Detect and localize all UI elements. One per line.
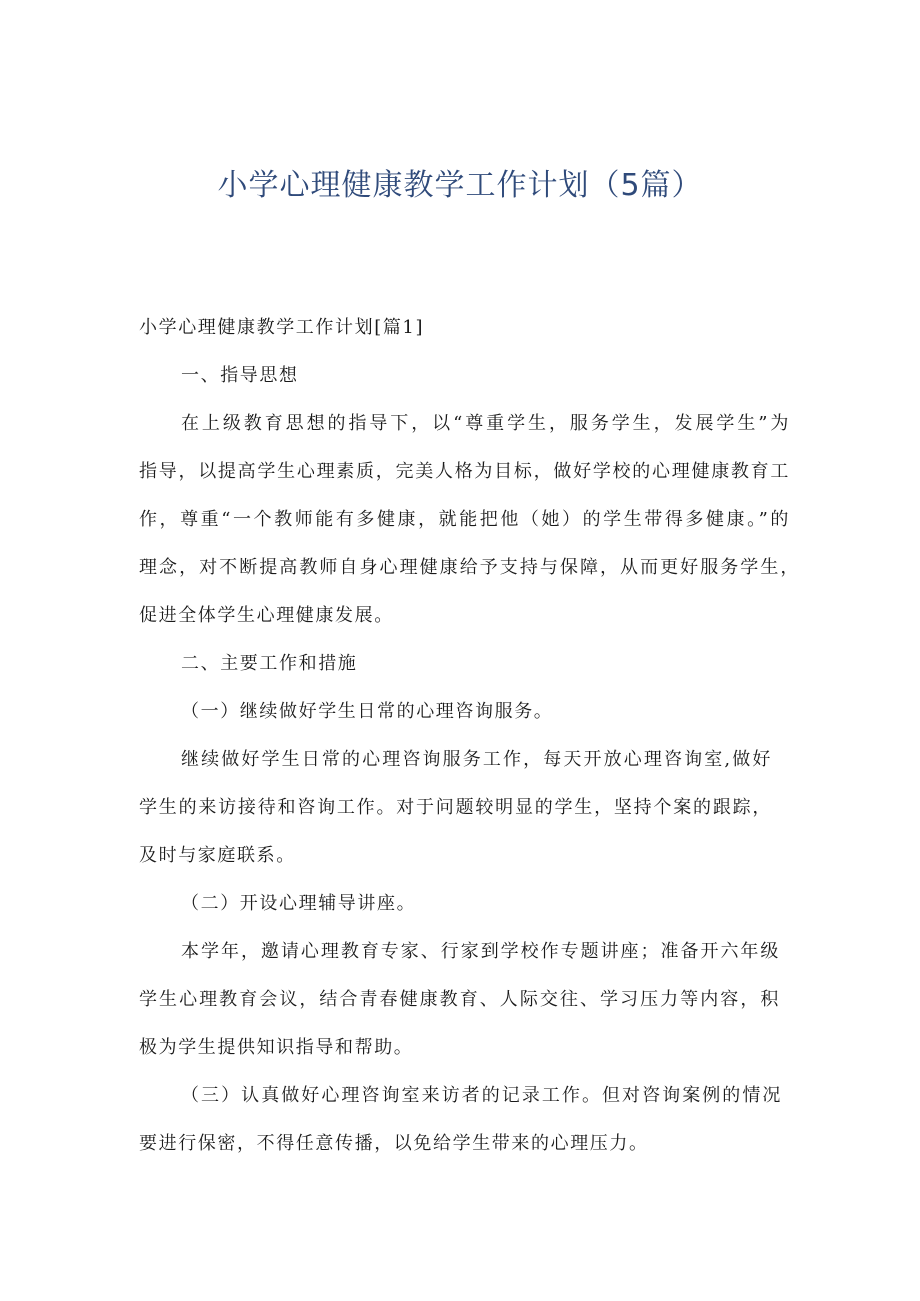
paragraph-line: 作，尊重“一个教师能有多健康，就能把他（她）的学生带得多健康。”的 — [139, 509, 790, 530]
paragraph-line: 要进行保密，不得任意传播，以免给学生带来的心理压力。 — [139, 1133, 649, 1154]
subsection-heading: （一）继续做好学生日常的心理咨询服务。 — [181, 701, 554, 722]
paragraph-line: 促进全体学生心理健康发展。 — [139, 605, 394, 626]
paragraph-line: 及时与家庭联系。 — [139, 845, 296, 866]
paragraph-line: 本学年，邀请心理教育专家、行家到学校作专题讲座；准备开六年级 — [181, 941, 780, 962]
paragraph-line: 在上级教育思想的指导下，以“尊重学生，服务学生，发展学生”为 — [181, 413, 790, 434]
paragraph-line: 指导，以提高学生心理素质，完美人格为目标，做好学校的心理健康教育工 — [139, 461, 790, 482]
section-heading-guiding-ideology: 一、指导思想 — [181, 365, 299, 386]
paragraph-line: 继续做好学生日常的心理咨询服务工作，每天开放心理咨询室,做好 — [181, 749, 772, 770]
paragraph-line: 极为学生提供知识指导和帮助。 — [139, 1037, 414, 1058]
paragraph-line: （三）认真做好心理咨询室来访者的记录工作。但对咨询案例的情况 — [181, 1085, 782, 1106]
document-title: 小学心理健康教学工作计划（5篇） — [217, 168, 703, 203]
paragraph-line: 学生的来访接待和咨询工作。对于问题较明显的学生，坚持个案的跟踪， — [139, 797, 772, 818]
paragraph-line: 学生心理教育会议，结合青春健康教育、人际交往、学习压力等内容，积 — [139, 989, 780, 1010]
paragraph-line: 理念，对不断提高教师自身心理健康给予支持与保障，从而更好服务学生， — [139, 557, 800, 578]
document-subtitle: 小学心理健康教学工作计划[篇1] — [139, 317, 425, 338]
subsection-heading: （二）开设心理辅导讲座。 — [181, 893, 417, 914]
section-heading-main-work: 二、主要工作和措施 — [181, 653, 358, 674]
